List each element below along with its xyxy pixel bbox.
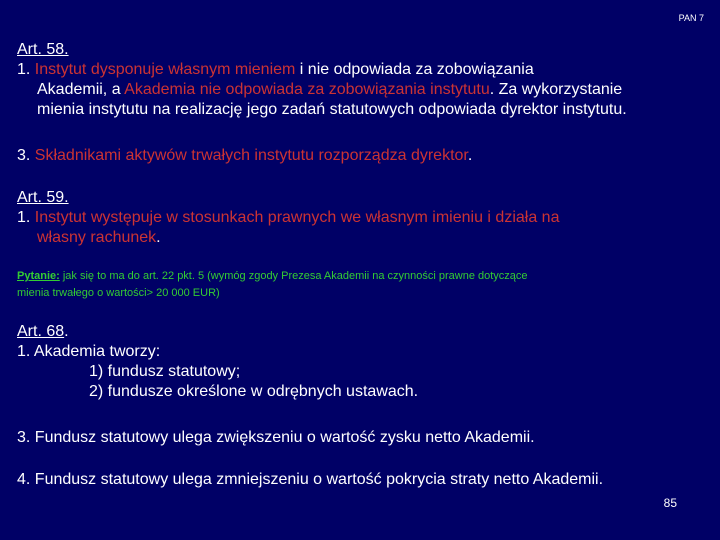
article-68-p4: 4. Fundusz statutowy ulega zmniejszeniu o wartość pokrycia straty netto Akademii.	[17, 471, 604, 488]
article-58	[17, 40, 627, 120]
article-58-p3-text: Składnikami aktywów trwałych instytutu rozporządza dyrektor	[34, 147, 468, 164]
page-number: 85	[663, 496, 677, 510]
article-58-p3	[17, 146, 472, 166]
article-59-p1-text: Instytut występuje w stosunkach prawnych we własnym imieniu i działa na	[34, 209, 560, 226]
article-68-heading-end: .	[64, 323, 69, 340]
article-59-p1-number: 1.	[17, 209, 35, 226]
article-58-p1-highlight: Instytut dysponuje własnym mieniem	[34, 61, 296, 78]
question-label: Pytanie:	[17, 270, 60, 282]
article-68-p1: 1. Akademia tworzy:	[17, 343, 161, 360]
article-58-p1-line2-highlight: Akademia nie odpowiada za zobowiązania instytutu	[124, 81, 490, 98]
article-58-heading: Art. 58.	[17, 41, 69, 58]
article-68-heading: Art. 68	[17, 323, 65, 340]
article-58-p1-number: 1.	[17, 61, 35, 78]
article-58-p3-end: .	[467, 147, 473, 164]
article-68-p3: 3. Fundusz statutowy ulega zwiększeniu o wartość zysku netto Akademii.	[17, 429, 535, 446]
article-59-p1-line2: własny rachunek	[37, 229, 157, 246]
article-59-p1-end: .	[156, 229, 161, 246]
article-58-p1-line2-c: . Za wykorzystanie	[489, 81, 623, 98]
article-59	[17, 188, 559, 248]
article-58-p1-text: i nie odpowiada za zobowiązania	[295, 61, 534, 78]
question-line1: jak się to ma do art. 22 pkt. 5 (wymóg zgody Prezesa Akademii na czynności prawne dotyczące	[59, 270, 528, 282]
slide-header-label: PAN 7	[678, 13, 704, 23]
article-58-p3-number: 3.	[17, 147, 35, 164]
article-59-heading: Art. 59.	[17, 189, 69, 206]
article-68	[17, 322, 418, 402]
article-58-p1-line2-a: Akademii, a	[37, 81, 125, 98]
article-58-p1-line3: mienia instytutu na realizację jego zadań statutowych odpowiada dyrektor instytutu.	[37, 101, 627, 118]
question-line2: mienia trwałego o wartości> 20 000 EUR)	[17, 287, 220, 299]
question-note	[17, 268, 528, 302]
article-68-item1: 1) fundusz statutowy;	[89, 363, 241, 380]
article-68-item2: 2) fundusze określone w odrębnych ustawach.	[89, 383, 419, 400]
